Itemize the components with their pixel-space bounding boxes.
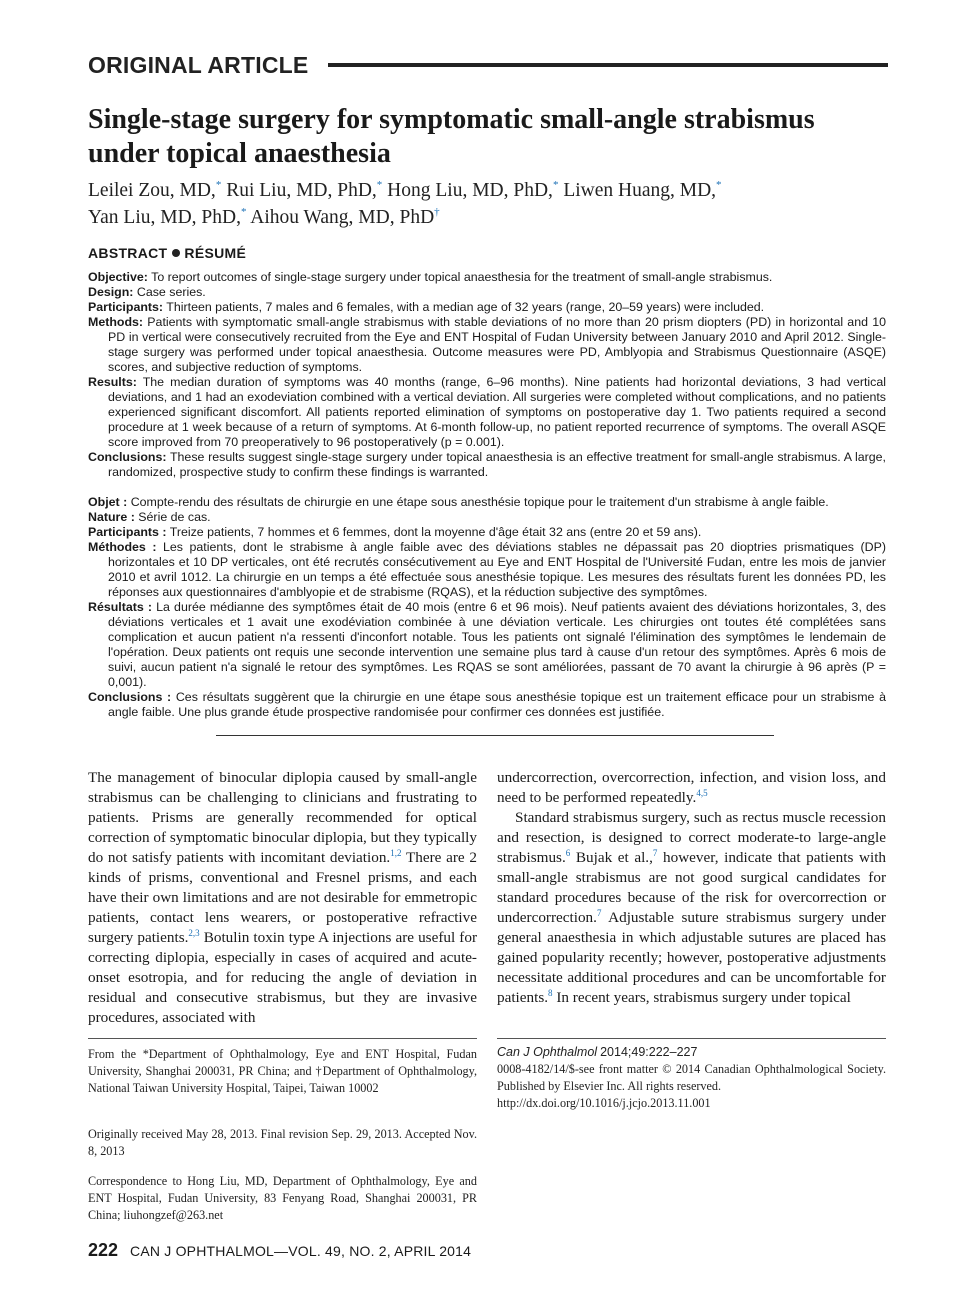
body-column-right: [497, 768, 886, 1008]
abstract-label: Conclusions :: [88, 690, 172, 704]
resume-nature: [88, 510, 886, 525]
page-number: 222: [88, 1240, 119, 1260]
abstract-label: Participants:: [88, 300, 164, 314]
body-text: Botulin toxin type A injections are useful for correcting diplopia, especially in cases of acquired and acute-onset esotropia, and for reducing the angle of deviation in residual and consecutive strabismus, but they are invasive procedures, associated with: [88, 929, 477, 1026]
author-mark[interactable]: *: [240, 206, 247, 218]
body-text: Standard strabismus surgery, such as rectus muscle recession and resection, is designed to correct moderate-to large-angle strabismus.: [497, 809, 886, 866]
author: Hong Liu, MD, PhD,: [387, 180, 553, 201]
citation-ref[interactable]: 7: [652, 848, 658, 858]
received-dates: Originally received May 28, 2013. Final revision Sep. 29, 2013. Accepted Nov. 8, 2013: [88, 1127, 477, 1158]
author: Rui Liu, MD, PhD,: [226, 180, 377, 201]
abstract-text: Thirteen patients, 7 males and 6 females, with a median age of 32 years (range, 20–59 years) were included.: [166, 300, 765, 314]
author-list: [88, 177, 888, 231]
author-mark[interactable]: †: [434, 206, 440, 218]
author: Aihou Wang, MD, PhD: [250, 207, 435, 228]
abstract-label: Résultats :: [88, 600, 153, 614]
correspondence-note: Correspondence to Hong Liu, MD, Department of Ophthalmology, Eye and ENT Hospital, Fudan University, 83 Fenyang Road, Shanghai 200031, PR China; liuhongzef@263.net: [88, 1174, 477, 1222]
abstract-text: These results suggest single-stage surgery under topical anaesthesia is an effective treatment for small-angle strabismus. A large, randomized, prospective study to confirm these findings is warranted.: [108, 450, 886, 479]
abstract-english: [88, 270, 886, 480]
abstract-text: Case series.: [136, 285, 206, 299]
body-text: The management of binocular diplopia caused by small-angle strabismus can be challenging to clinicians and frustrating to patients. Prisms are generally recommended for optical correction of symptomatic binocular diplopia, but they typically do not satisfy patients with incomitant deviation.: [88, 769, 477, 866]
abstract-text: Les patients, dont le strabisme à angle faible avec des déviations stables ne dépassait pas 20 dioptries prismatiques (DP) horizontales et 10 DP verticales, ont été recrutés consécutivement au Eye and ENT Hospital de l'Université Fudan, entre les mois de janvier 2010 et avril 1012. La chirurgie en un temps a été effectuée sous anesthésie topique. Les mesures des résultats furent les données PD, les réponses aux questionnaires d'amblyopie et de strabisme (RQAS), et la réduction subjective des symptômes.: [108, 540, 886, 599]
abstract-label: Design:: [88, 285, 134, 299]
section-header: [88, 50, 888, 80]
doi-link[interactable]: http://dx.doi.org/10.1016/j.jcjo.2013.11.001: [497, 1096, 711, 1110]
abstract-heading: [88, 245, 246, 261]
copyright-text: 0008-4182/14/$-see front matter © 2014 Canadian Ophthalmological Society. Published by Elsevier Inc. All rights reserved.: [497, 1062, 886, 1093]
abstract-design: [88, 285, 886, 300]
body-text: Bujak et al.,: [570, 849, 653, 866]
header-rule: [328, 63, 888, 67]
body-text: There are 2 kinds of prisms, conventional and Fresnel prisms, and each have their own limitations and are not desirable for emmetropic patients, contact lens wearers, or postoperative refractive surgery patients.: [88, 849, 477, 946]
abstract-heading-fr: RÉSUMÉ: [184, 245, 247, 261]
resume-resultats: [88, 600, 886, 690]
citation-ref[interactable]: 7: [596, 908, 602, 918]
abstract-label: Nature :: [88, 510, 135, 524]
citation-ref[interactable]: 8: [548, 988, 553, 998]
author-mark[interactable]: *: [215, 179, 222, 191]
author: Yan Liu, MD, PhD,: [88, 207, 241, 228]
author: Leilei Zou, MD,: [88, 180, 216, 201]
body-text: Adjustable suture strabismus surgery under general anaesthesia in which adjustable sutures are placed has gained popularity recently; however, postoperative adjustments necessitate additional procedures and can be uncomfortable for patients.: [497, 909, 886, 1006]
author-mark[interactable]: *: [376, 179, 383, 191]
abstract-text: Série de cas.: [138, 510, 211, 524]
citation-ref[interactable]: 1,2: [390, 848, 402, 858]
abstract-label: Objet :: [88, 495, 128, 509]
footnote-divider: [88, 1038, 477, 1039]
resume-participants: [88, 525, 886, 540]
body-text: In recent years, strabismus surgery under topical: [552, 989, 851, 1006]
abstract-text: To report outcomes of single-stage surgery under topical anaesthesia for the treatment of small-angle strabismus.: [151, 270, 773, 284]
journal-volume: 2014;49:222–227: [600, 1045, 698, 1059]
section-label: ORIGINAL ARTICLE: [88, 51, 309, 78]
article-title: Single-stage surgery for symptomatic small-angle strabismus under topical anaesthesia: [88, 104, 815, 169]
affiliation-note: From the *Department of Ophthalmology, Eye and ENT Hospital, Fudan University, Shanghai 200031, PR China; and †Department of Ophthalmology, National Taiwan University Hospital, Taipei, Taiwan 10002: [88, 1047, 477, 1095]
abstract-text: Treize patients, 7 hommes et 6 femmes, dont la moyenne d'âge était 32 ans (entre 20 et 59 ans).: [169, 525, 702, 539]
abstract-heading-en: ABSTRACT: [88, 245, 168, 261]
running-footer: CAN J OPHTHALMOL—VOL. 49, NO. 2, APRIL 2014: [130, 1243, 472, 1259]
abstract-text: Ces résultats suggèrent que la chirurgie en une étape sous anesthésie topique est un traitement efficace pour un strabisme à angle faible. Une plus grande étude prospective randomisée pour confirmer ces données est justifiée.: [108, 690, 886, 719]
bullet-dot-icon: [172, 249, 180, 257]
citation-line: [497, 1044, 886, 1061]
abstract-text: Patients with symptomatic small-angle strabismus with stable deviations of no more than 20 prism diopters (PD) in horizontal and 10 PD in vertical were consecutively recruited from the Eye and ENT Hospital of Fudan University between January 2010 and April 2012. Single-stage surgery was performed under topical anaesthesia. Outcome measures were PD, Amblyopia and Strabismus Questionnaire (ASQE) scores, and subjective reduction of symptoms.: [108, 315, 886, 374]
abstract-label: Participants :: [88, 525, 167, 539]
abstract-french: [88, 495, 886, 720]
abstract-objective: [88, 270, 886, 285]
citation-ref[interactable]: 6: [565, 848, 571, 858]
citation-divider: [497, 1038, 886, 1039]
author: Liwen Huang, MD,: [563, 180, 717, 201]
body-paragraph: [88, 768, 477, 1028]
abstract-text: La durée médianne des symptômes était de 40 mois (entre 6 et 96 mois). Neuf patients avaient des déviations horizontales, 3, des déviations verticales et 1 avait une exodéviation combinée à une déviation verticale. Les chirurgies ont toutes été complétées sans complication et aucun patient n'a ressenti d'inconfort notable. Tous les patients ont signalé l'élimination des symptômes le lendemain de l'opération. Deux patients ont requis une seconde intervention une semaine plus tard à cause d'un retour des symptômes. Après 6 mois de suivi, aucun patient n'a signalé le retour des symptômes. Les RQAS se sont améliorées, passant de 70 avant la chirurgie à 96 après (P = 0,001).: [108, 600, 886, 689]
abstract-divider: [216, 735, 774, 736]
abstract-label: Objective:: [88, 270, 148, 284]
journal-name: Can J Ophthalmol: [497, 1045, 598, 1059]
abstract-label: Méthodes :: [88, 540, 157, 554]
abstract-text: The median duration of symptoms was 40 months (range, 6–96 months). Nine patients had horizontal deviations, 3 had vertical deviations, and 1 had an exodeviation combined with a vertical deviation. All surgeries were completed without complications, and no patients experienced significant discomfort. All patients reported elimination of symptoms on postoperative day 1. Two patients required a second procedure at 1 week because of a return of symptoms. At 6-month follow-up, no patient reported recurrence of symptoms. The overall ASQE score improved from 70 preoperatively to 96 postoperatively (p = 0.001).: [108, 375, 886, 449]
author-mark[interactable]: *: [552, 179, 559, 191]
abstract-text: Compte-rendu des résultats de chirurgie en une étape sous anesthésie topique pour le traitement d'un strabisme à angle faible.: [130, 495, 829, 509]
author-mark[interactable]: *: [716, 179, 722, 191]
body-text: undercorrection, overcorrection, infection, and vision loss, and need to be performed repeatedly.: [497, 769, 886, 806]
citation-block: [497, 1044, 886, 1112]
resume-methodes: [88, 540, 886, 600]
citation-ref[interactable]: 4,5: [696, 788, 708, 798]
abstract-label: Conclusions:: [88, 450, 167, 464]
abstract-results: [88, 375, 886, 450]
abstract-participants: [88, 300, 886, 315]
abstract-label: Results:: [88, 375, 137, 389]
citation-ref[interactable]: 2,3: [188, 928, 200, 938]
body-paragraph: [497, 808, 886, 1008]
body-column-left: [88, 768, 477, 1028]
body-text: however, indicate that patients with small-angle strabismus are not good surgical candidates for standard procedures because of the risk for overcorrection or undercorrection.: [497, 849, 887, 926]
abstract-label: Methods:: [88, 315, 144, 329]
resume-conclusions: [88, 690, 886, 720]
resume-objet: [88, 495, 886, 510]
page-footer: [88, 1240, 471, 1261]
abstract-methods: [88, 315, 886, 375]
abstract-conclusions: [88, 450, 886, 480]
body-paragraph: [497, 768, 886, 808]
